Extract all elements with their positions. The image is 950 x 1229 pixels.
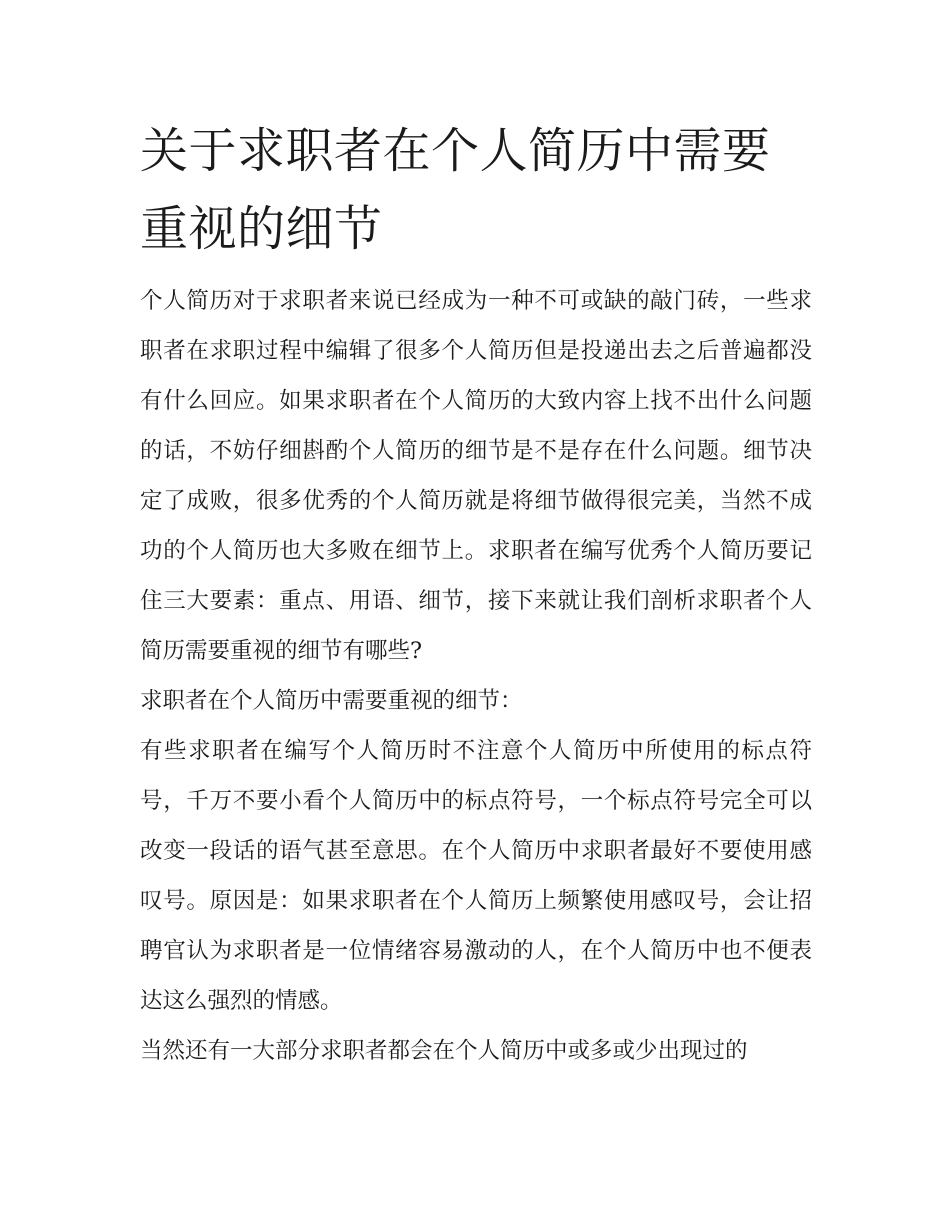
document-title: 关于求职者在个人简历中需要重视的细节: [140, 123, 771, 257]
paragraph-continued: 当然还有一大部分求职者都会在个人简历中或多或少出现过的: [140, 1038, 748, 1064]
paragraph-subheading: 求职者在个人简历中需要重视的细节：: [140, 688, 523, 714]
document-page: [140, 112, 812, 1076]
paragraph-punctuation: 有些求职者在编写个人简历时不注意个人简历中所使用的标点符号，千万不要小看个人简历中的标点符号，一个标点符号完全可以改变一段话的语气甚至意思。在个人简历中求职者最好不要使用感叹号。原因是：如果求职者在个人简历上频繁使用感叹号，会让招聘官认为求职者是一位情绪容易激动的人，在个人简历中也不便表达这么强烈的情感。: [140, 738, 812, 1014]
paragraph-intro: 个人简历对于求职者来说已经成为一种不可或缺的敲门砖，一些求职者在求职过程中编辑了很多个人简历但是投递出去之后普遍都没有什么回应。如果求职者在个人简历的大致内容上找不出什么问题的话，不妨仔细斟酌个人简历的细节是不是存在什么问题。细节决定了成败，很多优秀的个人简历就是将细节做得很完美，当然不成功的个人简历也大多败在细节上。求职者在编写优秀个人简历要记住三大要素：重点、用语、细节，接下来就让我们剖析求职者个人简历需要重视的细节有哪些?: [140, 288, 812, 664]
document-body: [140, 276, 812, 1076]
